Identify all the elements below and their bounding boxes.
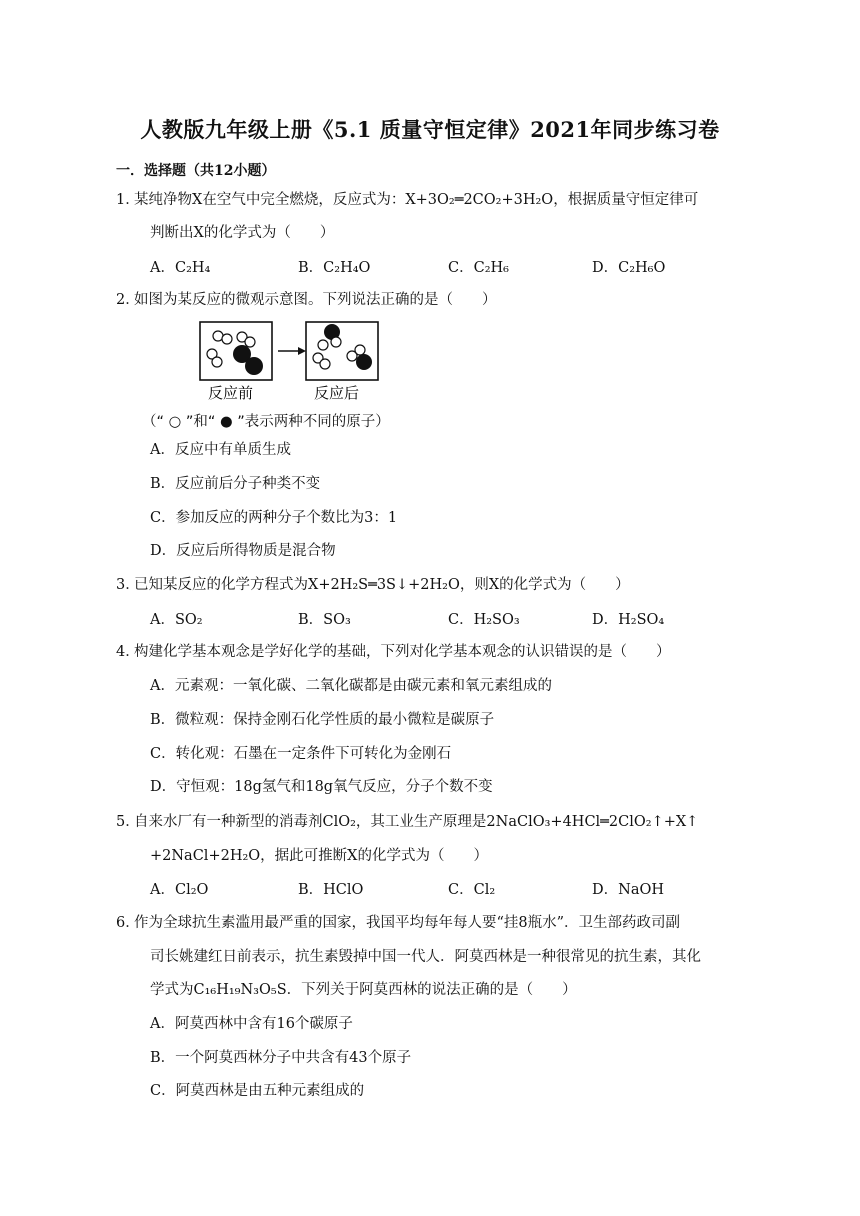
- option-b: B．C₂H₄O: [298, 260, 371, 276]
- diagram-legend: （“ ○ ”和“ ● ”表示两种不同的原子）: [142, 414, 390, 430]
- option-b: B．SO₃: [298, 612, 351, 628]
- arrow-head: [298, 347, 306, 355]
- question-5: [116, 812, 746, 832]
- option-c: C．转化观：石墨在一定条件下可转化为金刚石: [150, 746, 452, 762]
- option-c: C．Cl₂: [448, 882, 496, 898]
- question-1: [116, 190, 746, 210]
- question-text-cont: 判断出X的化学式为（ ）: [150, 225, 335, 241]
- question-number: 5．: [116, 814, 140, 830]
- question-2: [116, 290, 746, 310]
- question-number: 4．: [116, 644, 140, 660]
- before-label: 反应前: [208, 384, 254, 402]
- question-number: 1．: [116, 192, 140, 208]
- option-a: A．Cl₂O: [150, 882, 209, 898]
- option-d: D．反应后所得物质是混合物: [150, 543, 336, 559]
- question-4: [116, 642, 746, 662]
- question-number: 2．: [116, 292, 140, 308]
- question-number: 3．: [116, 577, 140, 593]
- question-text-cont: 司长姚建红日前表示，抗生素毁掉中国一代人．阿莫西林是一种很常见的抗生素，其化: [150, 949, 701, 965]
- option-a: A．SO₂: [150, 612, 203, 628]
- question-text: 如图为某反应的微观示意图。下列说法正确的是（ ）: [134, 292, 497, 308]
- question-3: [116, 575, 746, 595]
- question-number: 6．: [116, 915, 140, 931]
- option-a: A．反应中有单质生成: [150, 442, 291, 458]
- question-text: 自来水厂有一种新型的消毒剂ClO₂，其工业生产原理是2NaClO₃+4HCl═2ClO₂↑+X↑: [134, 814, 699, 830]
- option-d: D．NaOH: [592, 882, 664, 898]
- page-title: 人教版九年级上册《5.1 质量守恒定律》2021年同步练习卷: [140, 117, 720, 142]
- option-c: C．参加反应的两种分子个数比为3：1: [150, 510, 398, 526]
- question-text: 构建化学基本观念是学好化学的基础，下列对化学基本观念的认识错误的是（ ）: [134, 644, 671, 660]
- option-a: A．C₂H₄: [150, 260, 211, 276]
- question-text: 已知某反应的化学方程式为X+2H₂S═3S↓+2H₂O，则X的化学式为（ ）: [134, 577, 630, 593]
- option-b: B．HClO: [298, 882, 364, 898]
- question-text-cont: +2NaCl+2H₂O，据此可推断X的化学式为（ ）: [150, 848, 488, 864]
- option-c: C．阿莫西林是由五种元素组成的: [150, 1083, 365, 1099]
- option-c: C．C₂H₆: [448, 260, 509, 276]
- option-d: D．守恒观：18g氢气和18g氧气反应，分子个数不变: [150, 779, 493, 795]
- option-b: B．反应前后分子种类不变: [150, 476, 321, 492]
- option-a: A．阿莫西林中含有16个碳原子: [150, 1016, 353, 1032]
- option-c: C．H₂SO₃: [448, 612, 520, 628]
- after-label: 反应后: [314, 384, 360, 402]
- after-box: [306, 322, 378, 380]
- option-b: B．一个阿莫西林分子中共含有43个原子: [150, 1050, 412, 1066]
- question-text-cont: 学式为C₁₆H₁₉N₃O₅S．下列关于阿莫西林的说法正确的是（ ）: [150, 982, 577, 998]
- option-b: B．微粒观：保持金刚石化学性质的最小微粒是碳原子: [150, 712, 495, 728]
- question-text: 某纯净物X在空气中完全燃烧，反应式为：X+3O₂═2CO₂+3H₂O，根据质量守恒定律可: [134, 192, 699, 208]
- question-text: 作为全球抗生素滥用最严重的国家，我国平均每年每人要“挂8瓶水”．卫生部药政司副: [134, 915, 681, 931]
- option-a: A．元素观：一氧化碳、二氧化碳都是由碳元素和氧元素组成的: [150, 678, 552, 694]
- question-6: [116, 913, 746, 933]
- option-d: D．C₂H₆O: [592, 260, 666, 276]
- option-d: D．H₂SO₄: [592, 612, 665, 628]
- section-heading: 一．选择题（共12小题）: [116, 163, 276, 179]
